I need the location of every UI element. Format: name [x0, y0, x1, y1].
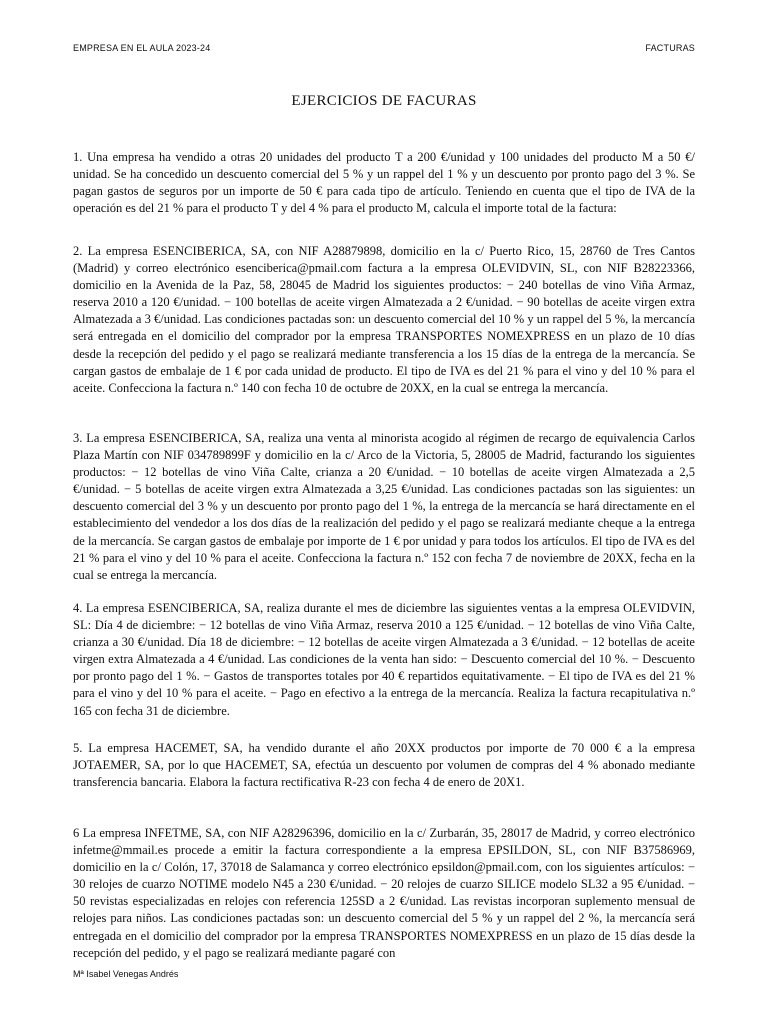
exercise-6: 6 La empresa INFETME, SA, con NIF A28296396, domicilio en la c/ Zurbarán, 35, 28017 de Madrid, y correo electrónico infetme@mmail.es procede a emitir la factura correspondiente a la empresa EPSILDON, SL, con NIF B37586969, domicilio en la c/ Colón, 17, 37018 de Salamanca y correo electrónico epsildon@pmail.com, con los siguientes artículos: − 30 relojes de cuarzo NOTIME modelo N45 a 230 €/unidad. − 20 relojes de cuarzo SILICE modelo SL32 a 95 €/unidad. − 50 revistas especializadas en relojes con referencia 125SD a 2 €/unidad. Las revistas incorporan suplemento mensual de relojes para niños. Las condiciones pactadas son: un descuento comercial del 5 % y un rappel del 2 %, la mercancía será entregada en el domicilio del comprador por la empresa TRANSPORTES NOMEXPRESS en un plazo de 15 días desde la recepción del pedido, y el pago se realizará mediante pagaré con — [73, 826, 695, 960]
footer-author: Mª Isabel Venegas Andrés — [73, 969, 179, 979]
exercise-3: 3. La empresa ESENCIBERICA, SA, realiza una venta al minorista acogido al régimen de recargo de equivalencia Carlos Plaza Martín con NIF 034789899F y domicilio en la c/ Arco de la Victoria, 5, 28005 de Madrid, facturando los siguientes productos: − 12 botellas de vino Viña Calte, crianza a 20 €/unidad. − 10 botellas de aceite virgen Almatezada a 2,5 €/unidad. − 5 botellas de aceite virgen extra Almatezada a 3,25 €/unidad. Las condiciones pactadas son las siguientes: un descuento comercial del 3 % y un descuento por pronto pago del 1 %, la entrega de la mercancía se hará directamente en el establecimiento del vendedor a los dos días de la realización del pedido y el pago se realizará mediante cheque a la entrega de la mercancía. Se cargan gastos de embalaje por importe de 1 € por unidad y para todos los artículos. El tipo de IVA es del 21 % para el vino y del 10 % para el aceite. Confecciona la factura n.º 152 con fecha 7 de noviembre de 20XX, fecha en la cual se entrega la mercancía. — [73, 431, 695, 582]
exercise-2: 2. La empresa ESENCIBERICA, SA, con NIF A28879898, domicilio en la c/ Puerto Rico, 15, 28760 de Tres Cantos (Madrid) y correo electrónico esenciberica@pmail.com factura a la empresa OLEVIDVIN, SL, con NIF B28223366, domicilio en la Avenida de la Paz, 58, 28045 de Madrid los siguientes productos: − 240 botellas de vino Viña Armaz, reserva 2010 a 120 €/unidad. − 100 botellas de aceite virgen Almatezada a 2 €/unidad. − 90 botellas de aceite virgen extra Almatezada a 3 €/unidad. Las condiciones pactadas son: un descuento comercial del 10 % y un rappel del 5 %, la mercancía será entregada en el domicilio del comprador por la empresa TRANSPORTES NOMEXPRESS en un plazo de 10 días desde la recepción del pedido y el pago se realizará mediante transferencia a los 15 días de la entrega de la mercancía. Se cargan gastos de embalaje de 1 € por cada unidad de producto. El tipo de IVA es del 21 % para el vino y del 10 % para el aceite. Confecciona la factura n.º 140 con fecha 10 de octubre de 20XX, en la cual se entrega la mercancía. — [73, 244, 695, 395]
exercise-1: 1. Una empresa ha vendido a otras 20 unidades del producto T a 200 €/unidad y 100 unidades del producto M a 50 €/ unidad. Se ha concedido un descuento comercial del 5 % y un rappel del 1 % y un descuento por pronto pago del 3 %. Se pagan gastos de seguros por un importe de 50 € para cada tipo de artículo. Teniendo en cuenta que el tipo de IVA de la operación es del 21 % para el producto T y del 4 % para el producto M, calcula el importe total de la factura: — [73, 150, 695, 216]
header-course: EMPRESA EN EL AULA 2023-24 — [73, 43, 211, 53]
exercise-5: 5. La empresa HACEMET, SA, ha vendido durante el año 20XX productos por importe de 70 000 € a la empresa JOTAEMER, SA, por lo que HACEMET, SA, efectúa un descuento por volumen de compras del 4 % abonado mediante transferencia bancaria. Elabora la factura rectificativa R-23 con fecha 4 de enero de 20X1. — [73, 741, 695, 790]
header-section: FACTURAS — [645, 43, 695, 53]
exercise-4: 4. La empresa ESENCIBERICA, SA, realiza durante el mes de diciembre las siguientes ventas a la empresa OLEVIDVIN, SL: Día 4 de diciembre: − 12 botellas de vino Viña Armaz, reserva 2010 a 125 €/unidad. − 12 botellas de vino Viña Calte, crianza a 30 €/unidad. Día 18 de diciembre: − 12 botellas de aceite virgen Almatezada a 3 €/unidad. − 12 botellas de aceite virgen extra Almatezada a 4 €/unidad. Las condiciones de la venta han sido: − Descuento comercial del 10 %. − Descuento por pronto pago del 1 %. − Gastos de transportes totales por 40 € repartidos equitativamente. − El tipo de IVA es del 21 % para el vino y del 10 % para el aceite. − Pago en efectivo a la entrega de la mercancía. Realiza la factura recapitulativa n.º 165 con fecha 31 de diciembre. — [73, 601, 695, 718]
page-title: EJERCICIOS DE FACURAS — [291, 93, 477, 109]
